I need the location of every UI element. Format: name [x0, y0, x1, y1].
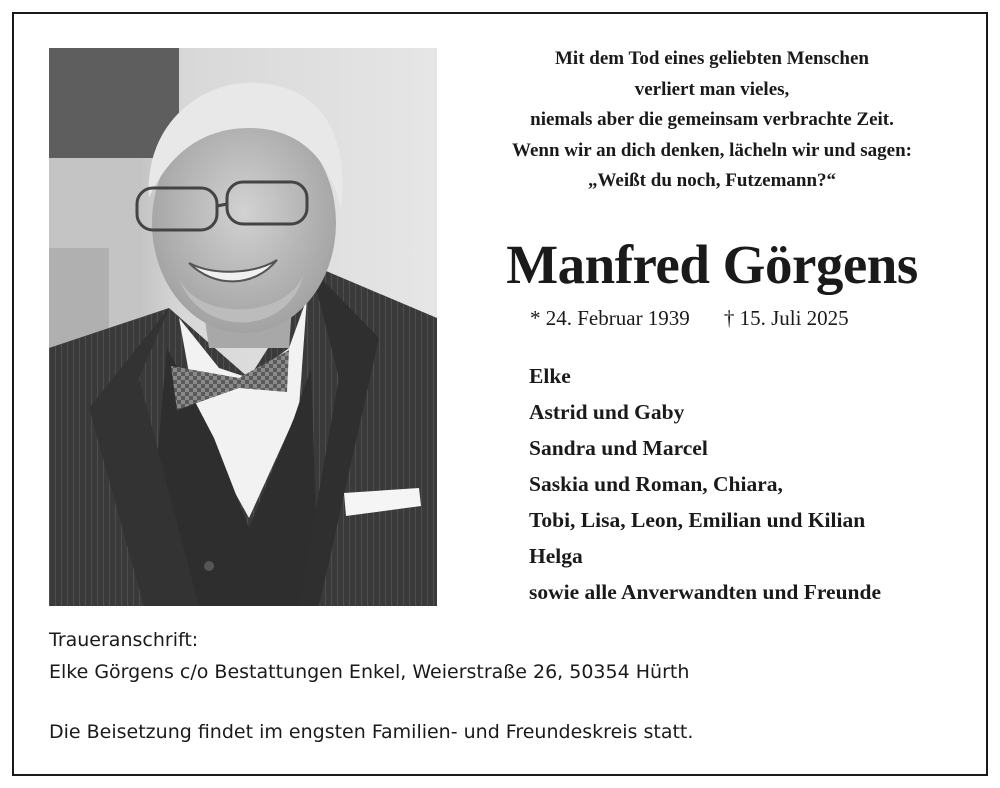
mourner-entry: Sandra und Marcel	[529, 436, 708, 460]
quote-line: niemals aber die gemeinsam verbrachte Zeit.	[530, 109, 894, 130]
deceased-name: Manfred Görgens	[506, 234, 918, 295]
death-date: † 15. Juli 2025	[723, 306, 849, 330]
address-line: Elke Görgens c/o Bestattungen Enkel, Weierstraße 26, 50354 Hürth	[49, 661, 690, 683]
memorial-quote	[462, 44, 962, 197]
birth-date: * 24. Februar 1939	[530, 306, 690, 330]
life-dates	[530, 304, 849, 332]
portrait-photo	[49, 48, 437, 606]
mourner-entry: Saskia und Roman, Chiara,	[529, 472, 783, 496]
address-label: Traueranschrift:	[49, 629, 199, 651]
mourner-entry: Tobi, Lisa, Leon, Emilian und Kilian	[529, 508, 866, 532]
quote-line: „Weißt du noch, Futzemann?“	[587, 170, 837, 191]
mourner-entry: sowie alle Anverwandten und Freunde	[529, 580, 881, 604]
quote-line: Wenn wir an dich denken, lächeln wir und sagen:	[512, 139, 912, 161]
quote-line: verliert man vieles,	[634, 78, 790, 100]
mourning-address	[49, 624, 689, 688]
mourner-entry: Astrid und Gaby	[529, 400, 685, 424]
mourner-entry: Helga	[529, 544, 583, 568]
burial-notice: Die Beisetzung findet im engsten Familien- und Freundeskreis statt.	[49, 721, 694, 743]
mourners-list	[529, 358, 881, 610]
quote-line: Mit dem Tod eines geliebten Menschen	[554, 48, 870, 69]
mourner-entry: Elke	[529, 364, 571, 388]
